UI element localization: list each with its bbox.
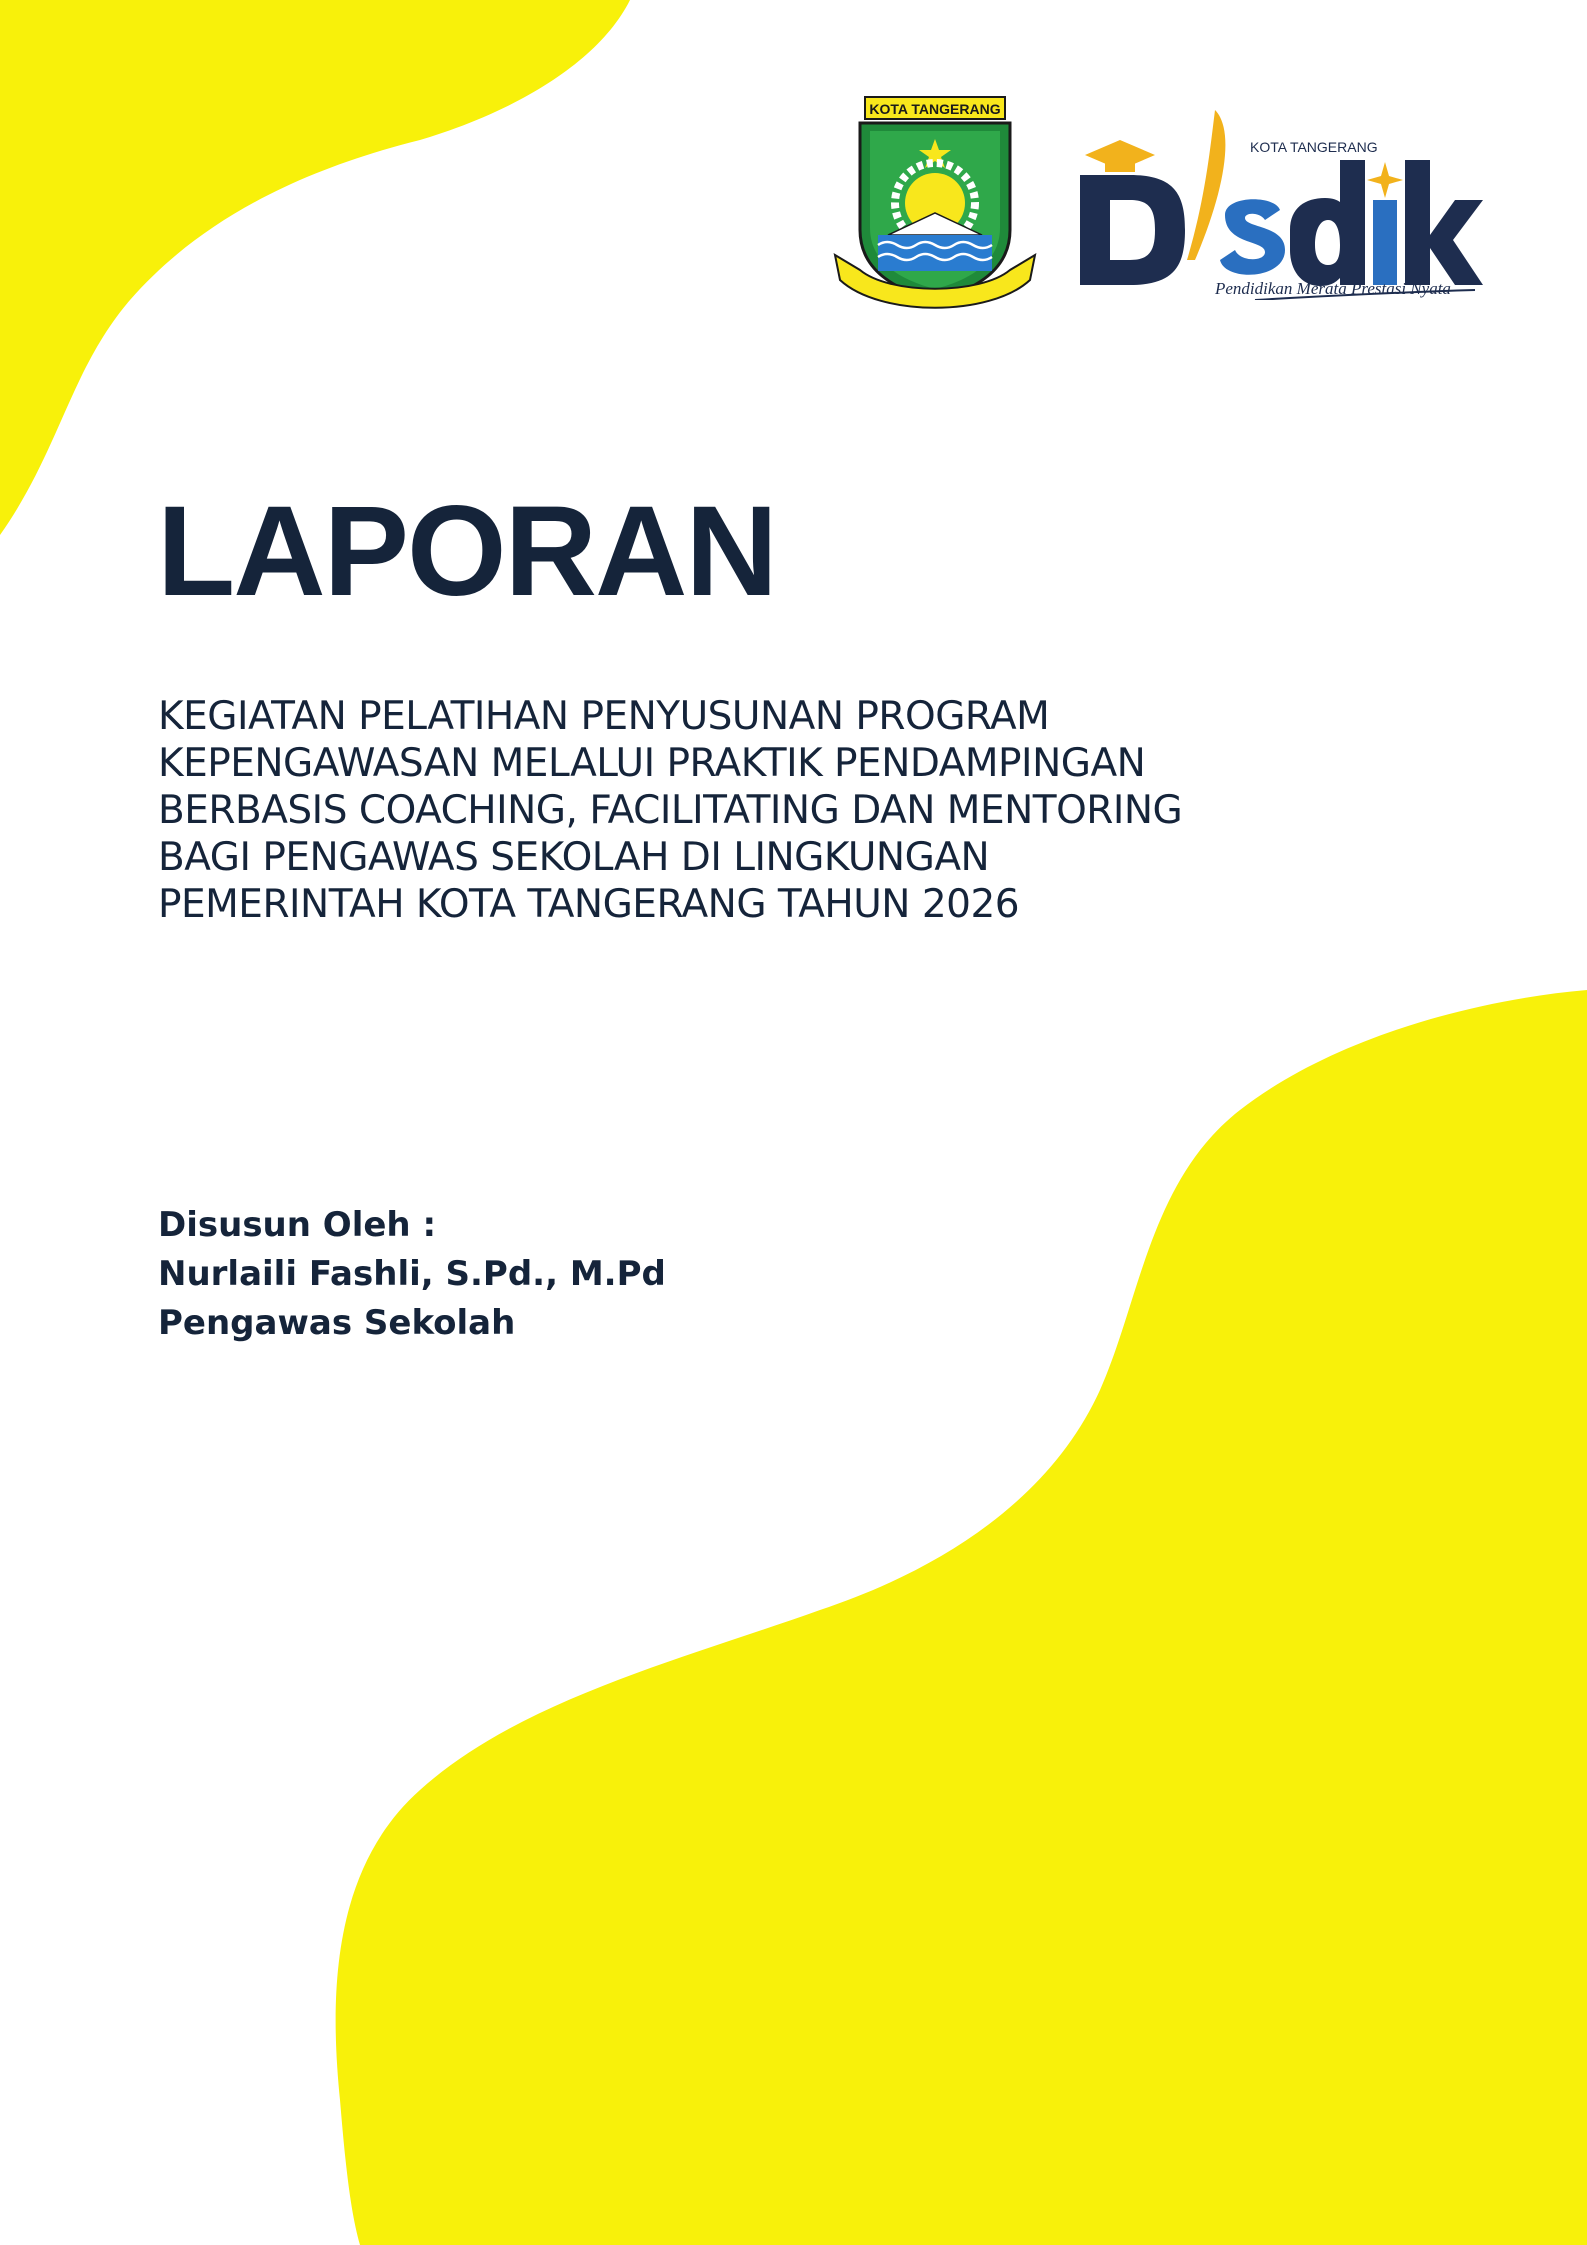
subtitle-line: PEMERINTAH KOTA TANGERANG TAHUN 2026 — [158, 882, 1020, 927]
subtitle-line: KEPENGAWASAN MELALUI PRAKTIK PENDAMPINGAN — [158, 741, 1146, 786]
crest-banner-text: KOTA TANGERANG — [869, 101, 1001, 117]
kota-tangerang-crest-icon — [830, 95, 1040, 325]
disdik-tagline: Pendidikan Merata Prestasi Nyata — [1215, 279, 1451, 298]
disdik-logo-icon — [1075, 100, 1485, 300]
subtitle-line: KEGIATAN PELATIHAN PENYUSUNAN PROGRAM — [158, 694, 1050, 739]
subtitle-line: BERBASIS COACHING, FACILITATING DAN MENTORING — [158, 788, 1183, 833]
author-name: Nurlaili Fashli, S.Pd., M.Pd — [158, 1254, 666, 1294]
author-block — [158, 1201, 666, 1348]
top-left-yellow-blob — [0, 0, 630, 535]
subtitle-line: BAGI PENGAWAS SEKOLAH DI LINGKUNGAN — [158, 835, 990, 880]
author-label: Disusun Oleh : — [158, 1205, 437, 1245]
document-subtitle — [158, 693, 1358, 928]
header-logos — [830, 95, 1490, 335]
disdik-small-text: KOTA TANGERANG — [1250, 139, 1378, 155]
document-title: LAPORAN — [157, 480, 776, 623]
bottom-right-yellow-blob — [336, 990, 1587, 2245]
author-role: Pengawas Sekolah — [158, 1303, 516, 1343]
